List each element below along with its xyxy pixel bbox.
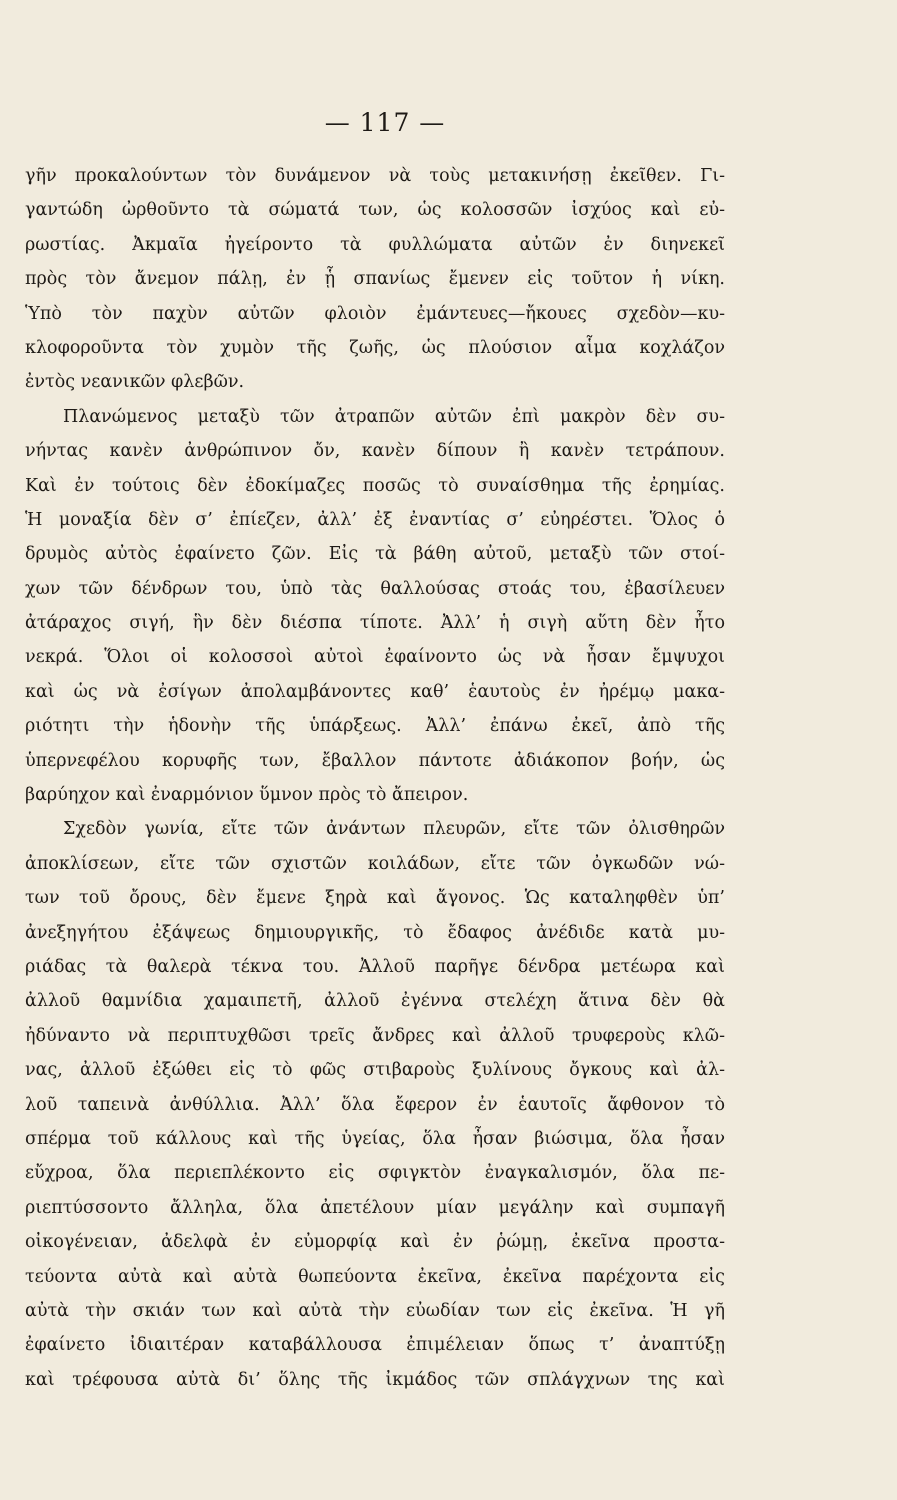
text-line: νεκρά. Ὅλοι οἱ κολοσσοὶ αὐτοὶ ἐφαίνοντο ὡς νὰ ἦσαν ἔμψυχοι: [25, 647, 725, 668]
text-line: πρὸς τὸν ἄνεμον πάλῃ, ἐν ᾗ σπανίως ἔμενεν εἰς τοῦτον ἡ νίκη.: [25, 269, 725, 290]
text-line: ἀλλοῦ θαμνίδια χαμαιπετῆ, ἀλλοῦ ἐγέννα στελέχη ἅτινα δὲν θὰ: [25, 991, 725, 1012]
text-line: αὐτὰ τὴν σκιάν των καὶ αὐτὰ τὴν εὐωδίαν των εἰς ἐκεῖνα. Ἡ γῆ: [25, 1300, 725, 1321]
text-line: των τοῦ ὄρους, δὲν ἔμενε ξηρὰ καὶ ἄγονος. Ὡς καταληφθὲν ὑπ’: [25, 888, 725, 909]
text-line: ριάδας τὰ θαλερὰ τέκνα του. Ἀλλοῦ παρῆγε δένδρα μετέωρα καὶ: [25, 956, 725, 977]
text-line: σπέρμα τοῦ κάλλους καὶ τῆς ὑγείας, ὅλα ἦσαν βιώσιμα, ὅλα ἦσαν: [25, 1128, 725, 1149]
text-line: ρωστίας. Ἀκμαῖα ἠγείροντο τὰ φυλλώματα αὐτῶν ἐν διηνεκεῖ: [25, 234, 725, 255]
text-line: ἀτάραχος σιγή, ἣν δὲν διέσπα τίποτε. Ἀλλ’ ἡ σιγὴ αὕτη δὲν ἦτο: [25, 613, 725, 634]
text-line: ἀποκλίσεων, εἴτε τῶν σχιστῶν κοιλάδων, εἴτε τῶν ὀγκωδῶν νώ-: [25, 853, 725, 874]
text-line: καὶ τρέφουσα αὐτὰ δι’ ὅλης τῆς ἰκμάδος τῶν σπλάγχνων της καὶ: [25, 1369, 725, 1390]
text-line: οἰκογένειαν, ἀδελφὰ ἐν εὐμορφίᾳ καὶ ἐν ῥώμῃ, ἐκεῖνα προστα-: [25, 1232, 725, 1253]
text-line: νήντας κανὲν ἀνθρώπινον ὄν, κανὲν δίπουν ἢ κανὲν τετράπουν.: [25, 441, 725, 462]
text-line: γαντώδη ὠρθοῦντο τὰ σώματά των, ὡς κολοσσῶν ἰσχύος καὶ εὐ-: [25, 200, 725, 221]
text-line: ριότητι τὴν ἡδονὴν τῆς ὑπάρξεως. Ἀλλ’ ἐπάνω ἐκεῖ, ἀπὸ τῆς: [25, 716, 725, 737]
text-line: ριεπτύσσοντο ἄλληλα, ὅλα ἀπετέλουν μίαν μεγάλην καὶ συμπαγῆ: [25, 1197, 725, 1218]
text-line: Πλανώμενος μεταξὺ τῶν ἀτραπῶν αὐτῶν ἐπὶ μακρὸν δὲν συ-: [63, 406, 725, 427]
text-line: ἐντὸς νεανικῶν φλεβῶν.: [25, 372, 245, 393]
text-line: Ἡ μοναξία δὲν σ’ ἐπίεζεν, ἀλλ’ ἐξ ἐναντίας σ’ εὐηρέστει. Ὅλος ὁ: [25, 509, 725, 530]
text-line: ἠδύναντο νὰ περιπτυχθῶσι τρεῖς ἄνδρες καὶ ἀλλοῦ τρυφεροὺς κλῶ-: [25, 1025, 725, 1046]
text-line: Ὑπὸ τὸν παχὺν αὐτῶν φλοιὸν ἐμάντευες—ἤκουες σχεδὸν—κυ-: [25, 303, 725, 324]
text-line: νας, ἀλλοῦ ἐξώθει εἰς τὸ φῶς στιβαροὺς ξυλίνους ὄγκους καὶ ἀλ-: [25, 1060, 725, 1081]
text-line: εὔχροα, ὅλα περιεπλέκοντο εἰς σφιγκτὸν ἐναγκαλισμόν, ὅλα πε-: [25, 1163, 725, 1184]
text-line: ὑπερνεφέλου κορυφῆς των, ἔβαλλον πάντοτε ἀδιάκοπον βοήν, ὡς: [25, 750, 725, 771]
text-line: ἐφαίνετο ἰδιαιτέραν καταβάλλουσα ἐπιμέλειαν ὅπως τ’ ἀναπτύξῃ: [25, 1335, 725, 1356]
text-line: γῆν προκαλούντων τὸν δυνάμενον νὰ τοὺς μετακινήσῃ ἐκεῖθεν. Γι-: [25, 166, 725, 186]
body-text: [25, 159, 725, 1397]
text-line: καὶ ὡς νὰ ἐσίγων ἀπολαμβάνοντες καθ’ ἑαυτοὺς ἐν ἠρέμῳ μακα-: [25, 681, 725, 702]
text-line: κλοφοροῦντα τὸν χυμὸν τῆς ζωῆς, ὡς πλούσιον αἷμα κοχλάζον: [25, 337, 725, 358]
text-line: λοῦ ταπεινὰ ἀνθύλλια. Ἀλλ’ ὅλα ἔφερον ἐν ἑαυτοῖς ἄφθονον τὸ: [25, 1094, 725, 1115]
text-line: δρυμὸς αὐτὸς ἐφαίνετο ζῶν. Εἰς τὰ βάθη αὐτοῦ, μεταξὺ τῶν στοί-: [25, 544, 725, 565]
text-line: χων τῶν δένδρων του, ὑπὸ τὰς θαλλούσας στοάς του, ἐβασίλευεν: [25, 578, 725, 599]
text-line: τεύοντα αὐτὰ καὶ αὐτὰ θωπεύοντα ἐκεῖνα, ἐκεῖνα παρέχοντα εἰς: [25, 1266, 725, 1287]
text-line: Σχεδὸν γωνία, εἴτε τῶν ἀνάντων πλευρῶν, εἴτε τῶν ὀλισθηρῶν: [63, 819, 725, 840]
text-line: ἀνεξηγήτου ἐξάψεως δημιουργικῆς, τὸ ἔδαφος ἀνέδιδε κατὰ μυ-: [25, 922, 725, 943]
text-line: βαρύηχον καὶ ἐναρμόνιον ὕμνον πρὸς τὸ ἄπειρον.: [25, 785, 469, 806]
page-number: — 117 —: [324, 108, 446, 137]
text-line: Καὶ ἐν τούτοις δὲν ἐδοκίμαζες ποσῶς τὸ συναίσθημα τῆς ἐρημίας.: [25, 475, 725, 496]
